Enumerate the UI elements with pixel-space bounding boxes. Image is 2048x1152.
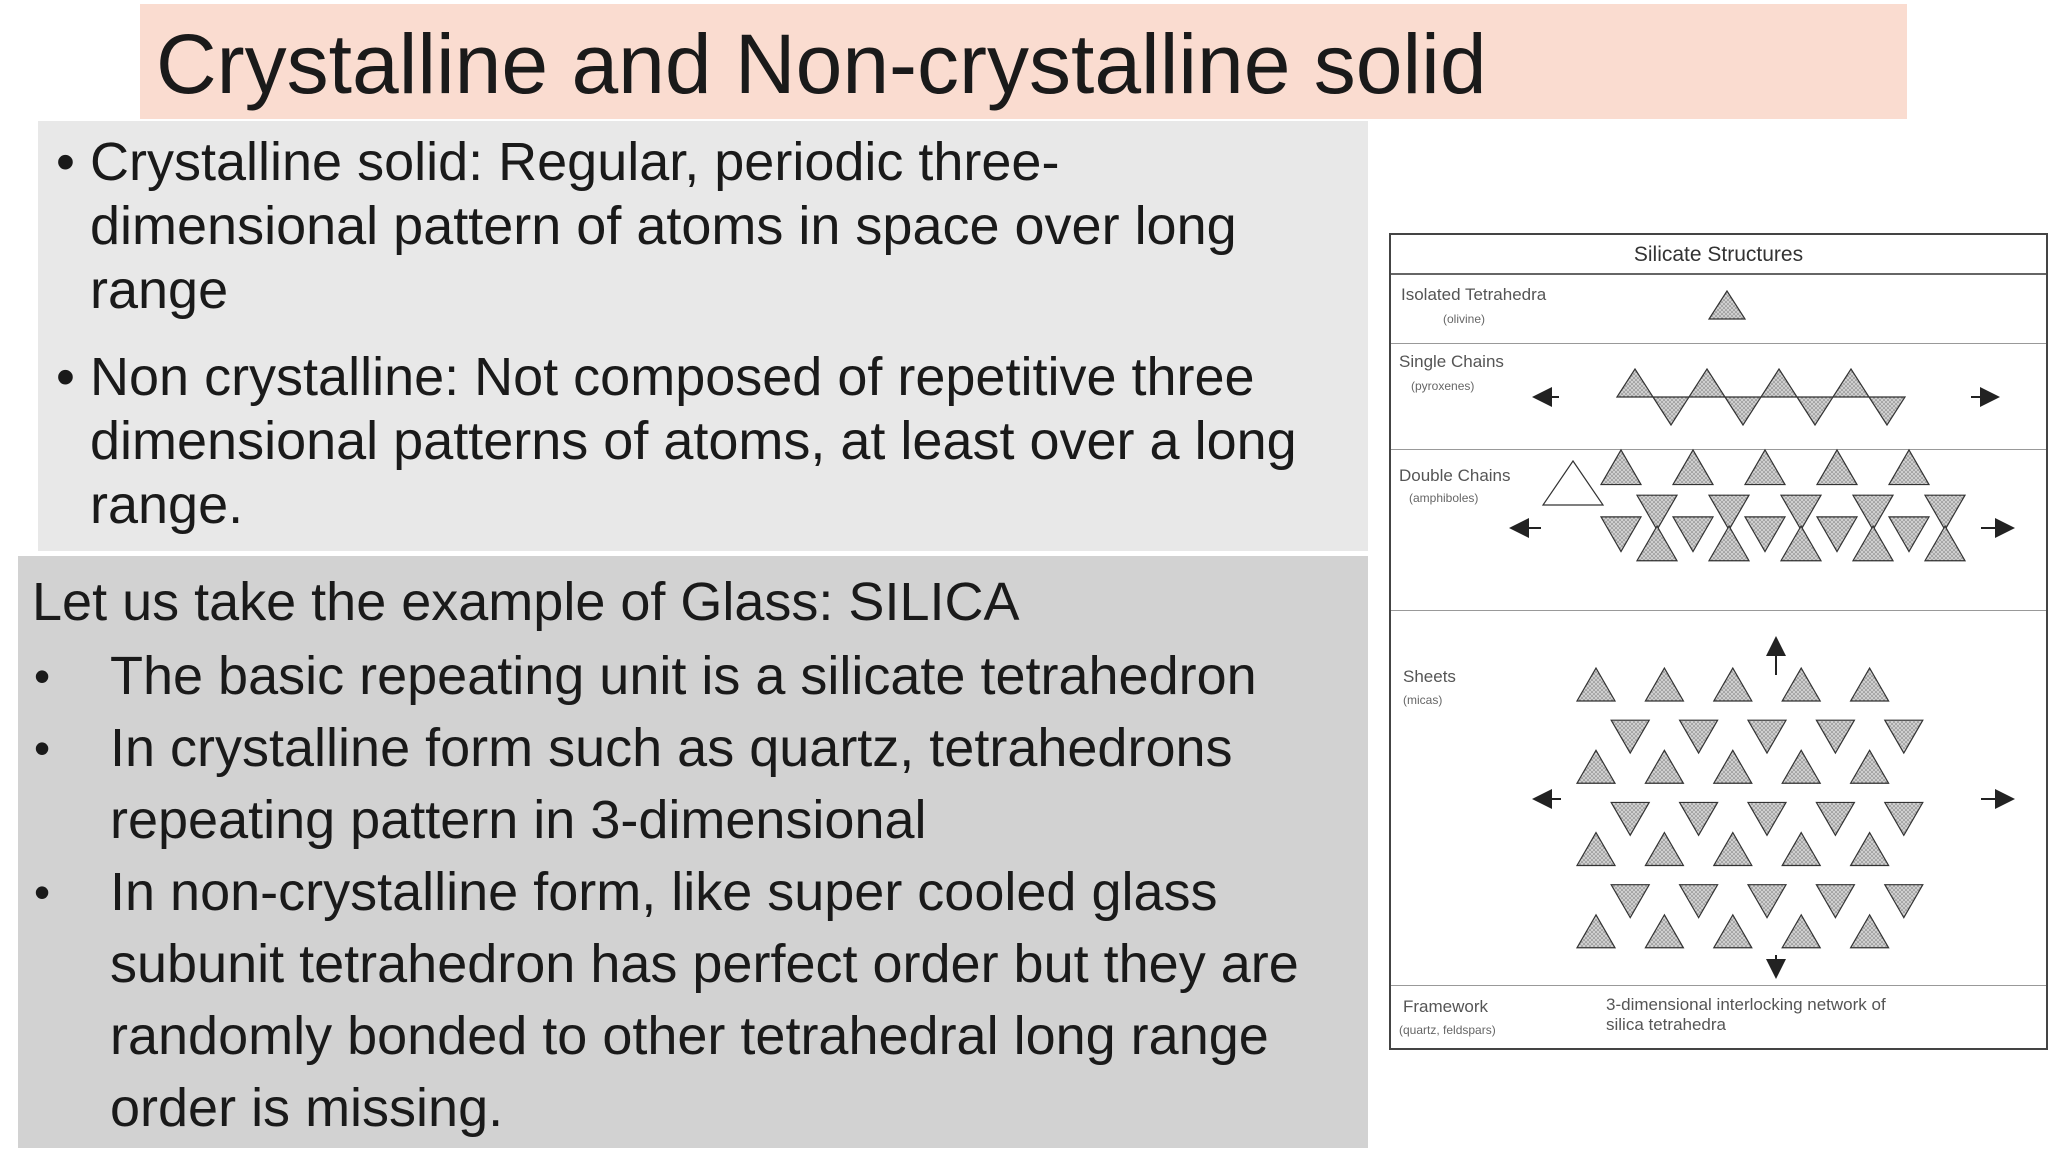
- bullet-line: range.: [90, 475, 244, 535]
- row-sub-sheets: (micas): [1403, 693, 1443, 707]
- tetrahedron-icon: [1714, 915, 1752, 948]
- row-sub-framework: (quartz, feldspars): [1399, 1023, 1496, 1037]
- tetrahedron-icon: [1680, 802, 1718, 835]
- bullet-line: Crystalline solid: Regular, periodic three-: [90, 132, 1060, 192]
- tetrahedron-icon: [1853, 495, 1893, 530]
- tetrahedron-icon: [1709, 526, 1749, 561]
- row-label-single-chains: Single Chains: [1399, 352, 1504, 371]
- tetrahedron-icon: [1645, 750, 1683, 783]
- bullet-dot-icon: •: [56, 347, 75, 407]
- framework-desc-line: silica tetrahedra: [1606, 1015, 1727, 1034]
- tetrahedron-icon: [1782, 833, 1820, 866]
- bullet-line: dimensional pattern of atoms in space over long: [90, 196, 1237, 256]
- tetrahedron-icon: [1851, 833, 1889, 866]
- single-chain-icon: [1617, 369, 1905, 425]
- bullet-line: In crystalline form such as quartz, tetrahedrons: [110, 718, 1233, 778]
- bullet-line: order is missing.: [110, 1078, 504, 1138]
- tetrahedron-icon: [1851, 750, 1889, 783]
- figure-title: Silicate Structures: [1391, 235, 2046, 275]
- tetrahedron-icon: [1645, 833, 1683, 866]
- bullet-line: In non-crystalline form, like super cooled glass: [110, 862, 1218, 922]
- tetrahedron-icon: [1637, 526, 1677, 561]
- tetrahedron-icon: [1885, 720, 1923, 753]
- slide-title: Crystalline and Non-crystalline solid: [156, 17, 1487, 111]
- tetrahedron-icon: [1577, 668, 1615, 701]
- tetrahedron-icon: [1885, 802, 1923, 835]
- bullet-dot-icon: •: [34, 650, 51, 702]
- bullet-line: The basic repeating unit is a silicate tetrahedron: [110, 646, 1257, 706]
- tetrahedron-icon: [1601, 517, 1641, 552]
- bullet-dot-icon: •: [34, 866, 51, 918]
- tetrahedron-icon: [1889, 517, 1929, 552]
- bullet-line: repeating pattern in 3-dimensional: [110, 790, 927, 850]
- tetrahedron-icon: [1925, 495, 1965, 530]
- row-label-isolated: Isolated Tetrahedra: [1401, 285, 1547, 304]
- tetrahedron-icon: [1782, 750, 1820, 783]
- tetrahedron-icon: [1577, 915, 1615, 948]
- isolated-tetrahedron-icon: [1709, 291, 1745, 319]
- bullet-line: Non crystalline: Not composed of repetitive three: [90, 347, 1255, 407]
- tetrahedron-icon: [1851, 915, 1889, 948]
- tetrahedron-icon: [1781, 495, 1821, 530]
- tetrahedron-icon: [1601, 450, 1641, 485]
- bullet-crystalline: [56, 130, 1350, 322]
- tetrahedron-icon: [1714, 668, 1752, 701]
- bullet-line: range: [90, 260, 229, 320]
- silicate-diagram-svg: [1391, 235, 2046, 1048]
- tetrahedron-icon: [1925, 526, 1965, 561]
- tetrahedron-icon: [1611, 720, 1649, 753]
- tetrahedron-icon: [1645, 915, 1683, 948]
- row-label-double-chains: Double Chains: [1399, 466, 1511, 485]
- framework-desc-line: 3-dimensional interlocking network of: [1606, 995, 1886, 1014]
- tetrahedron-icon: [1645, 668, 1683, 701]
- tetrahedron-icon: [1853, 526, 1893, 561]
- tetrahedron-icon: [1637, 495, 1677, 530]
- tetrahedron-icon: [1817, 517, 1857, 552]
- bullet-dot-icon: •: [56, 132, 75, 192]
- tetrahedron-icon: [1745, 517, 1785, 552]
- row-sub-isolated: (olivine): [1443, 312, 1486, 326]
- tetrahedron-icon: [1709, 495, 1749, 530]
- silicate-structures-figure: [1389, 233, 2048, 1050]
- double-chain-icon: [1543, 461, 1603, 505]
- tetrahedron-icon: [1782, 668, 1820, 701]
- bullet-dot-icon: •: [34, 722, 51, 774]
- tetrahedron-icon: [1745, 450, 1785, 485]
- row-label-framework: Framework: [1403, 997, 1489, 1016]
- tetrahedron-icon: [1611, 802, 1649, 835]
- row-label-sheets: Sheets: [1403, 667, 1456, 686]
- tetrahedron-icon: [1680, 885, 1718, 918]
- tetrahedron-icon: [1714, 833, 1752, 866]
- bullet-line: randomly bonded to other tetrahedral long range: [110, 1006, 1269, 1066]
- tetrahedron-icon: [1816, 802, 1854, 835]
- tetrahedron-icon: [1577, 833, 1615, 866]
- tetrahedron-icon: [1748, 885, 1786, 918]
- tetrahedron-icon: [1885, 885, 1923, 918]
- tetrahedron-icon: [1816, 885, 1854, 918]
- bullet-non-crystalline: [56, 345, 1350, 537]
- tetrahedron-icon: [1816, 720, 1854, 753]
- tetrahedron-icon: [1611, 885, 1649, 918]
- tetrahedron-icon: [1680, 720, 1718, 753]
- tetrahedron-icon: [1782, 915, 1820, 948]
- tetrahedron-icon: [1781, 526, 1821, 561]
- bullet-line: dimensional patterns of atoms, at least over a long: [90, 411, 1297, 471]
- row-sub-double-chains: (amphiboles): [1409, 491, 1479, 505]
- example-intro: Let us take the example of Glass: SILICA: [32, 572, 1020, 632]
- tetrahedron-icon: [1889, 450, 1929, 485]
- bullet-repeating-unit: [110, 640, 1350, 712]
- double-chain-tetrahedra: [1601, 450, 1965, 561]
- tetrahedron-icon: [1673, 517, 1713, 552]
- tetrahedron-icon: [1748, 802, 1786, 835]
- bullet-non-crystalline-form: [110, 856, 1350, 1144]
- tetrahedron-icon: [1577, 750, 1615, 783]
- sheet-tetrahedra: [1577, 668, 1923, 948]
- bullet-line: subunit tetrahedron has perfect order but they are: [110, 934, 1299, 994]
- bullet-crystalline-form: [110, 712, 1350, 856]
- tetrahedron-icon: [1673, 450, 1713, 485]
- tetrahedron-icon: [1817, 450, 1857, 485]
- row-sub-single-chains: (pyroxenes): [1411, 379, 1475, 393]
- tetrahedron-icon: [1748, 720, 1786, 753]
- tetrahedron-icon: [1851, 668, 1889, 701]
- tetrahedron-icon: [1714, 750, 1752, 783]
